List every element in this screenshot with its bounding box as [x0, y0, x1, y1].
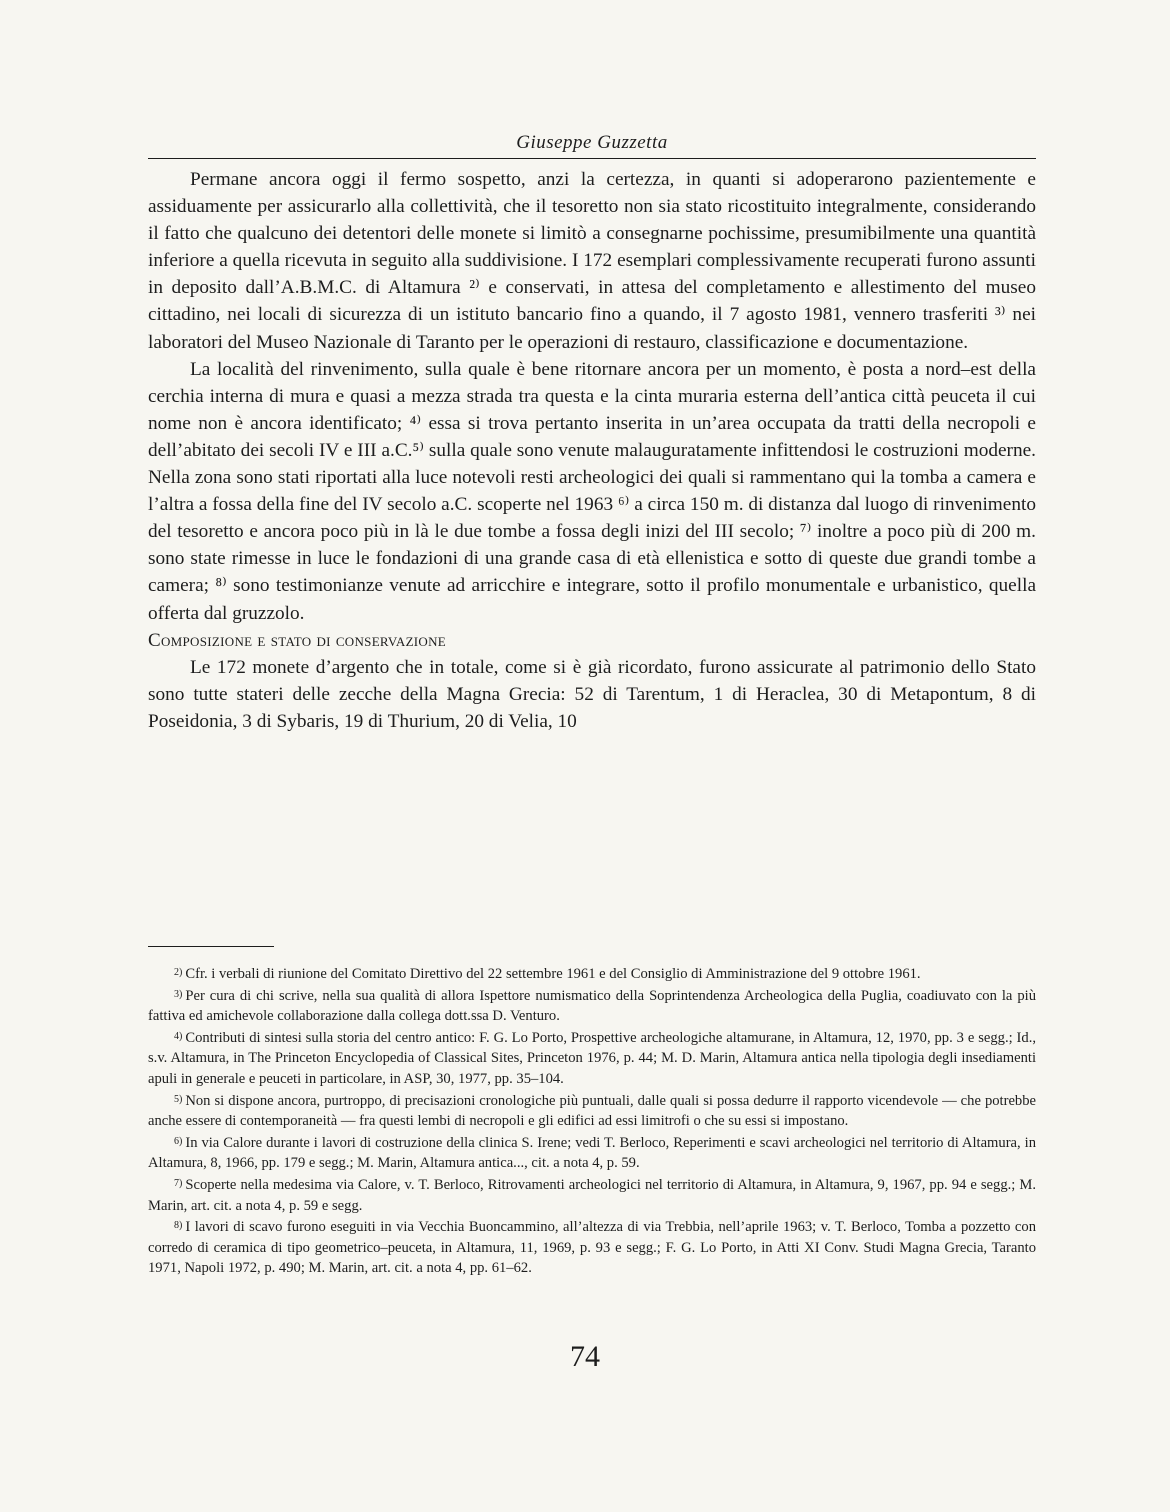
footnote-text: Per cura di chi scrive, nella sua qualità di allora Ispettore numismatico della Soprintendenza Archeologica della Puglia, coadiuvato con la più fattiva ed amichevole collaborazione dalla collega dott.ssa D. Venturo.: [148, 987, 1036, 1025]
footnote-text: In via Calore durante i lavori di costruzione della clinica S. Irene; vedi T. Berloco, Reperimenti e scavi archeologici nel territorio di Altamura, in Altamura, 8, 1966, pp. 179 e segg.; M. Marin, Altamura antica..., cit. a nota 4, p. 59.: [148, 1134, 1036, 1172]
footnote-mark: 7): [174, 1177, 183, 1189]
footnote: [148, 1027, 1036, 1090]
footnote-mark: 2): [174, 967, 183, 978]
paragraph-3: Le 172 monete d’argento che in totale, come si è già ricordato, furono assicurate al patrimonio dello Stato sono tutte stateri delle zecche della Magna Grecia: 52 di Tarentum, 1 di Heraclea, 30 di Metapontum, 8 di Poseidonia, 3 di Sybaris, 19 di Thurium, 20 di Velia, 10: [148, 656, 1036, 732]
footnote: [148, 985, 1036, 1027]
footnote: [148, 963, 1036, 985]
footnote-text: Contributi di sintesi sulla storia del centro antico: F. G. Lo Porto, Prospettive archeologiche altamurane, in Altamura, 12, 1970, pp. 3 e segg.; Id., s.v. Altamura, in The Princeton Encyclopedia of Classical Sites, Princeton 1976, p. 44; M. D. Marin, Altamura antica nella tipologia degli insediamenti apuli in generale e peuceti in particolare, in ASP, 30, 1977, pp. 35–104.: [148, 1029, 1036, 1087]
header-rule: [148, 158, 1036, 159]
paragraph-2: La località del rinvenimento, sulla quale è bene ritornare ancora per un momento, è posta a nord–est della cerchia interna di mura e quasi a mezza strada tra questa e la cinta muraria esterna dell’antica città peuceta il cui nome non è ancora identificato; ⁴⁾ essa si trova pertanto inserita in un’area occupata da tratti della necropoli e dell’abitato dei secoli IV e III a.C.⁵⁾ sulla quale sono venute malauguratamente infittendosi le costruzioni moderne. Nella zona sono stati riportati alla luce notevoli resti archeologici dei quali si rammentano qui la tomba a camera e l’altra a fossa della fine del IV secolo a.C. scoperte nel 1963 ⁶⁾ a circa 150 m. di distanza dal luogo di rinvenimento del tesoretto e ancora poco più in là le due tombe a fossa degli inizi del III secolo; ⁷⁾ inoltre a poco più di 200 m. sono state rimesse in luce le fondazioni di una grande casa di età ellenistica e sotto di queste due grandi tombe a camera; ⁸⁾ sono testimonianze venute ad arricchire e integrare, sotto il profilo monumentale e urbanistico, quella offerta dal gruzzolo.: [148, 358, 1036, 624]
footnote: [148, 1132, 1036, 1174]
footnote-mark: 3): [174, 988, 183, 1000]
section-title: Composizione e stato di conservazione: [148, 629, 447, 651]
footnote-mark: 8): [174, 1220, 183, 1232]
footnote-mark: 6): [174, 1135, 183, 1147]
footnote: [148, 1216, 1036, 1279]
running-head: Giuseppe Guzzetta: [516, 132, 668, 153]
footnote-mark: 5): [174, 1093, 183, 1105]
footnote-text: Non si dispone ancora, purtroppo, di precisazioni cronologiche più puntuali, dalle quali si possa dedurre il rapporto vicendevole — che potrebbe anche essere di contemporaneità — fra questi lembi di necropoli e gli edifici ad essi limitrofi o che su essi si impostano.: [148, 1092, 1036, 1130]
footnote-rule: [148, 946, 274, 947]
page-number: 74: [570, 1340, 600, 1373]
footnote-text: Cfr. i verbali di riunione del Comitato Direttivo del 22 settembre 1961 e del Consiglio di Amministrazione del 9 ottobre 1961.: [185, 966, 921, 982]
footnote-text: Scoperte nella medesima via Calore, v. T. Berloco, Ritrovamenti archeologici nel territorio di Altamura, in Altamura, 9, 1967, pp. 94 e segg.; M. Marin, art. cit. a nota 4, p. 59 e segg.: [148, 1176, 1036, 1214]
footnote-text: I lavori di scavo furono eseguiti in via Vecchia Buoncammino, all’altezza di via Trebbia, nell’aprile 1963; v. T. Berloco, Tomba a pozzetto con corredo di ceramica di tipo geometrico–peuceta, in Altamura, 11, 1969, p. 93 e segg.; F. G. Lo Porto, in Atti XI Conv. Studi Magna Grecia, Taranto 1971, Napoli 1972, p. 490; M. Marin, art. cit. a nota 4, pp. 61–62.: [148, 1219, 1036, 1277]
main-text: [148, 166, 1036, 735]
footnote: [148, 1090, 1036, 1132]
paragraph-1: Permane ancora oggi il fermo sospetto, anzi la certezza, in quanti si adoperarono pazientemente e assiduamente per assicurarlo alla collettività, che il tesoretto non sia stato ricostituito integralmente, considerando il fatto che qualcuno dei detentori delle monete si limitò a consegnarne pochissime, presumibilmente una quantità inferiore a quella ricevuta in seguito alla suddivisione. I 172 esemplari complessivamente recuperati furono assunti in deposito dall’A.B.M.C. di Altamura ²⁾ e conservati, in attesa del completamento e allestimento del museo cittadino, nei locali di sicurezza di un istituto bancario fino a quando, il 7 agosto 1981, vennero trasferiti ³⁾ nei laboratori del Museo Nazionale di Taranto per le operazioni di restauro, classificazione e documentazione.: [148, 169, 1036, 353]
footnote-mark: 4): [174, 1030, 183, 1042]
footnote: [148, 1174, 1036, 1216]
footnotes: [148, 963, 1036, 1279]
